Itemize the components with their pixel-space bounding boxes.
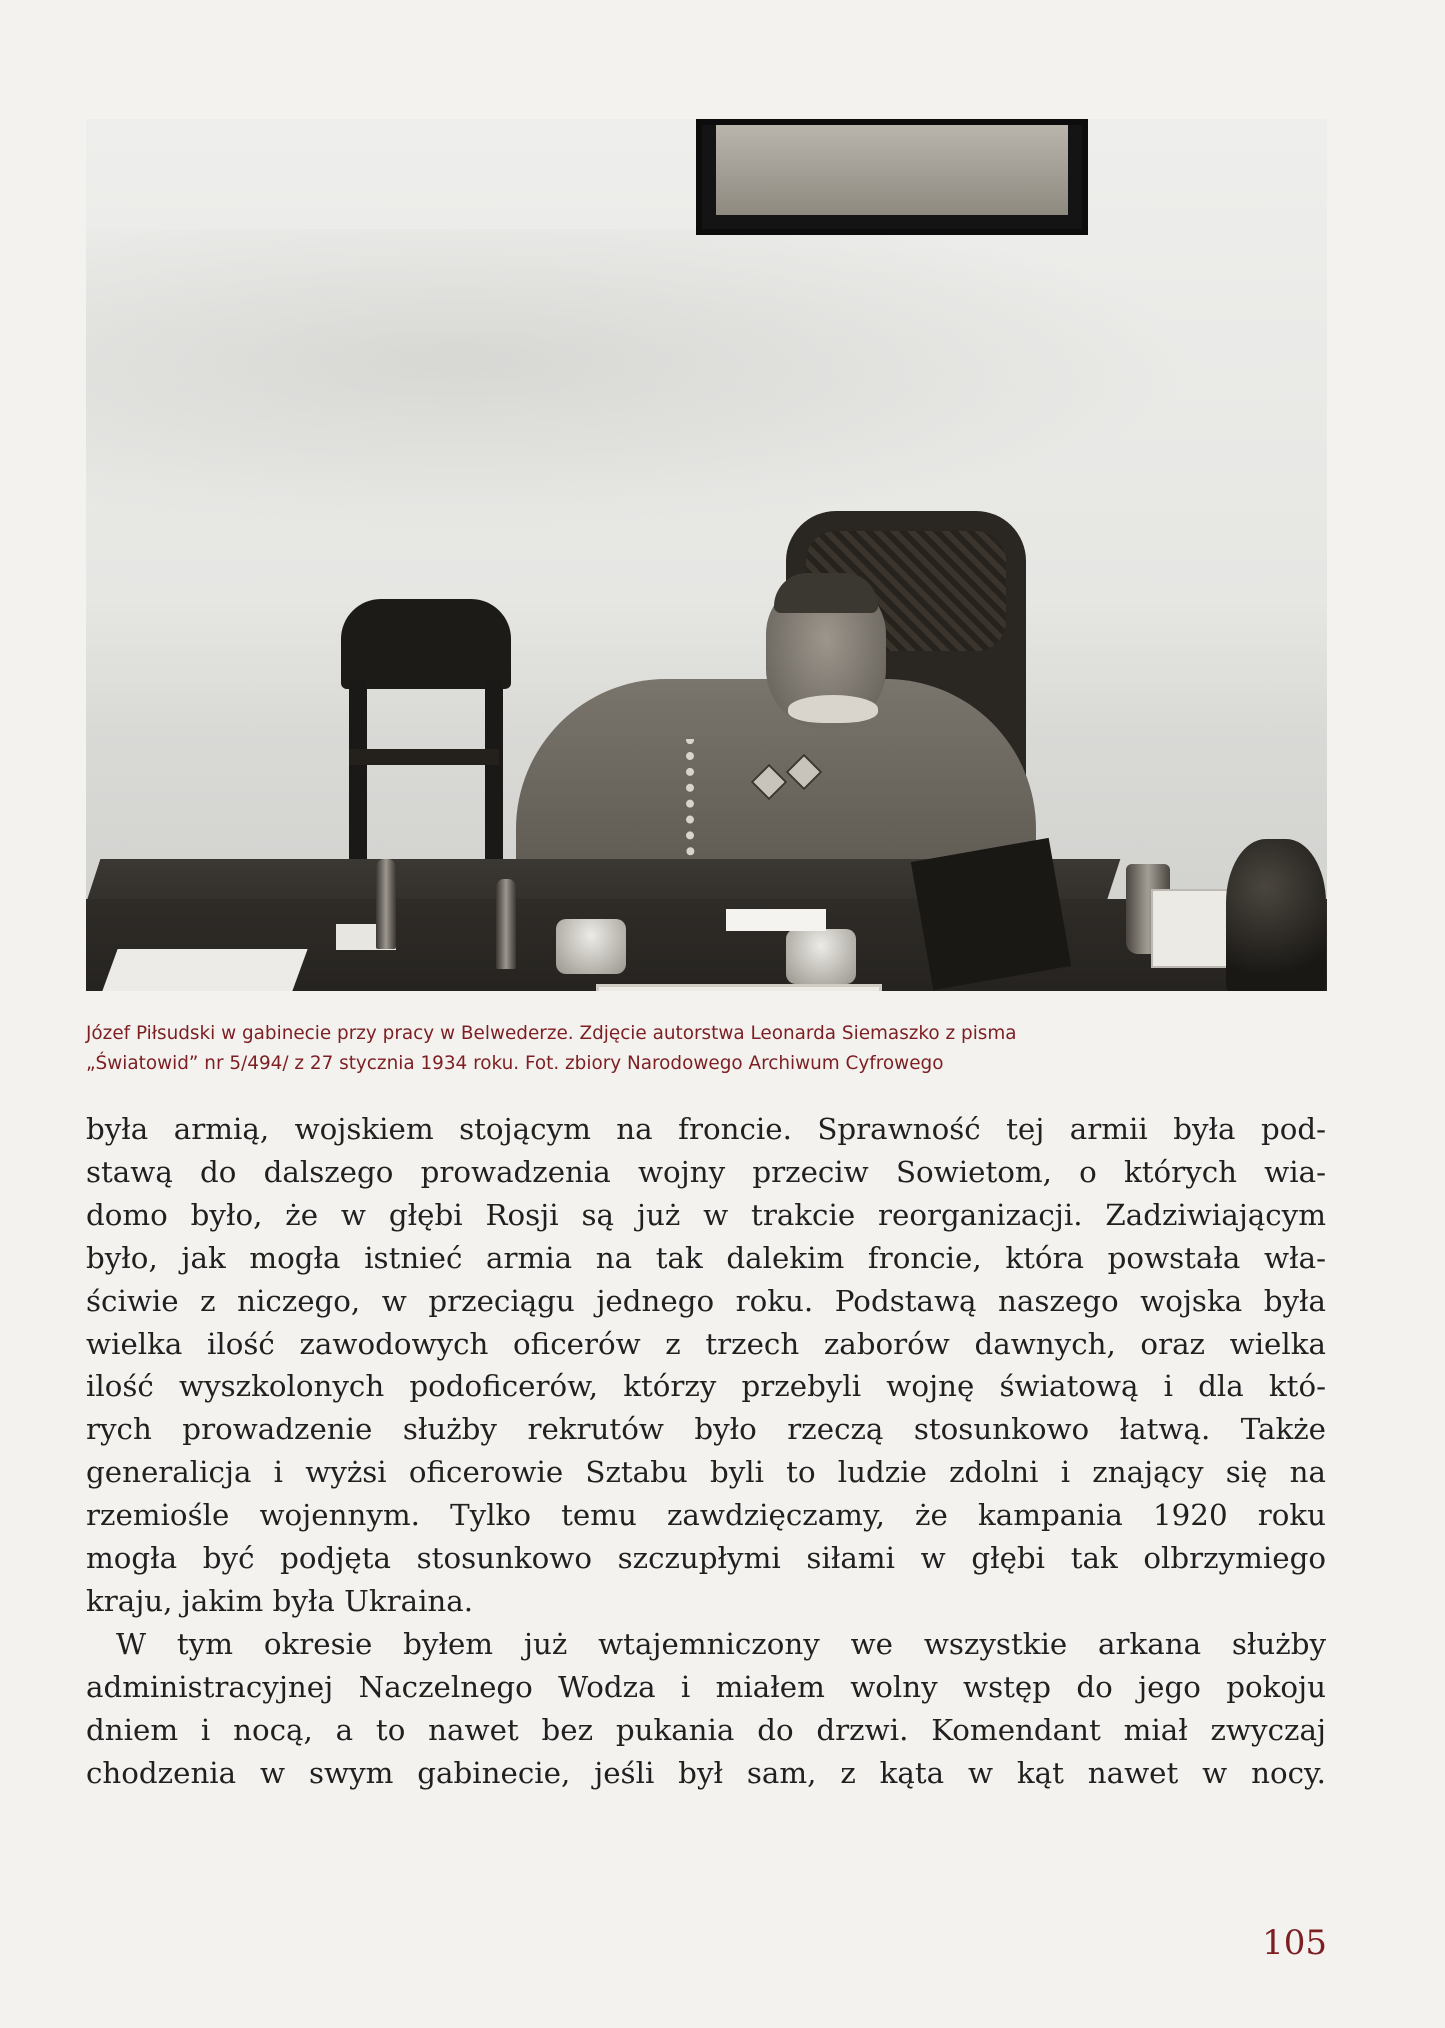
text-line: domo było, że w głębi Rosji są już w trakcie reorganizacji. Zadziwiającym: [86, 1197, 1326, 1232]
photo-caption: [86, 1019, 1327, 1079]
plant: [1226, 839, 1326, 991]
text-line: rzemiośle wojennym. Tylko temu zawdzięczamy, że kampania 1920 roku: [86, 1498, 1326, 1533]
caption-line: Józef Piłsudski w gabinecie przy pracy w Belwederze. Zdjęcie autorstwa Leonarda Siemaszko z pisma: [86, 1023, 1017, 1044]
inkwell: [556, 919, 626, 974]
text-line: ilość wyszkolonych podoficerów, którzy przebyli wojnę światową i dla któ-: [86, 1369, 1326, 1404]
text-line: wielka ilość zawodowych oficerów z trzech zaborów dawnych, oraz wielka: [86, 1326, 1326, 1361]
mustache: [788, 695, 878, 723]
paragraph-1: [86, 1108, 1326, 1623]
inkwell: [786, 929, 856, 984]
text-line: była armią, wojskiem stojącym na froncie. Sprawność tej armii była pod-: [86, 1112, 1326, 1146]
candlestick: [376, 859, 396, 949]
wall-shading: [86, 229, 1327, 559]
wall-picture-frame: [696, 119, 1088, 235]
historical-photograph: [86, 119, 1327, 991]
body-text: [86, 1108, 1326, 1795]
text-line: kraju, jakim była Ukraina.: [86, 1583, 474, 1618]
text-line: W tym okresie byłem już wtajemniczony we wszystkie arkana służby: [116, 1626, 1326, 1661]
paper-stack: [94, 949, 307, 991]
text-line: stawą do dalszego prowadzenia wojny przeciw Sowietom, o których wia-: [86, 1154, 1326, 1189]
page-number: 105: [1262, 1923, 1327, 1963]
text-line: było, jak mogła istnieć armia na tak dalekim froncie, która powstała wła-: [86, 1240, 1326, 1275]
text-line: generalicja i wyżsi oficerowie Sztabu byli to ludzie zdolni i znający się na: [86, 1455, 1326, 1490]
text-line: rych prowadzenie służby rekrutów było rzeczą stosunkowo łatwą. Także: [86, 1412, 1326, 1447]
text-line: ściwie z niczego, w przeciągu jednego roku. Podstawą naszego wojska była: [86, 1283, 1326, 1318]
desk-blotter: [596, 984, 882, 991]
text-line: dniem i nocą, a to nawet bez pukania do drzwi. Komendant miał zwyczaj: [86, 1712, 1326, 1747]
text-line: administracyjnej Naczelnego Wodza i miałem wolny wstęp do jego pokoju: [86, 1669, 1326, 1704]
photo-easel: [911, 838, 1071, 990]
letter-paper: [726, 909, 826, 931]
paragraph-2: [86, 1623, 1326, 1795]
text-line: mogła być podjęta stosunkowo szczupłymi siłami w głębi tak olbrzymiego: [86, 1541, 1326, 1576]
text-line: chodzenia w swym gabinecie, jeśli był sam, z kąta w kąt nawet w nocy.: [86, 1755, 1326, 1790]
caption-line: „Światowid” nr 5/494/ z 27 stycznia 1934 roku. Fot. zbiory Narodowego Archiwum Cyfrowego: [86, 1053, 944, 1074]
candlestick: [496, 879, 516, 969]
